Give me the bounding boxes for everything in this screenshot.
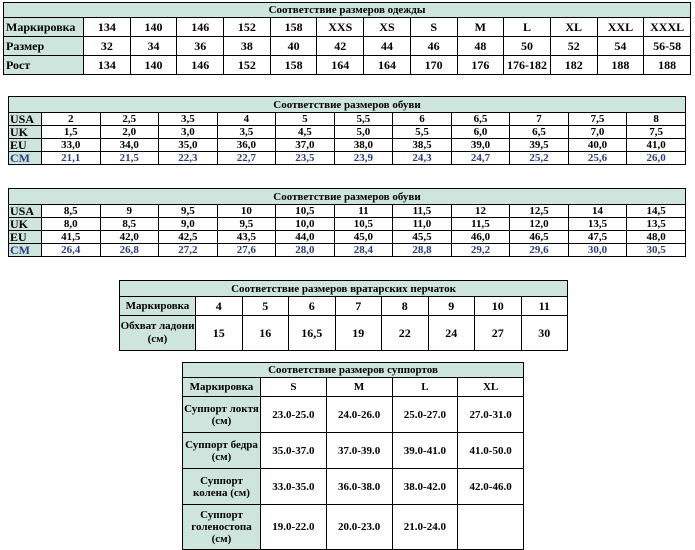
row-label: UK bbox=[9, 126, 42, 139]
cell bbox=[458, 505, 524, 550]
row-label: Маркировка bbox=[120, 297, 196, 316]
cell: 22,7 bbox=[217, 152, 276, 165]
cell: 2 bbox=[42, 113, 101, 126]
row-label: USA bbox=[9, 205, 42, 218]
cell: 50 bbox=[504, 37, 551, 56]
cell: 9 bbox=[428, 297, 475, 316]
cell: 37.0-39.0 bbox=[326, 433, 392, 469]
row-label: Суппорт голеностопа (см) bbox=[183, 505, 261, 550]
cell: 24 bbox=[428, 316, 475, 351]
cell: 39,5 bbox=[510, 139, 569, 152]
row-label: Рост bbox=[4, 56, 84, 75]
cell: 188 bbox=[644, 56, 691, 75]
row-label: Обхват ладони (см) bbox=[120, 316, 196, 351]
cell: 38,0 bbox=[334, 139, 393, 152]
clothing-size-table bbox=[3, 2, 691, 75]
cell: S bbox=[261, 378, 327, 397]
cell: 11,5 bbox=[451, 218, 510, 231]
cell: 19.0-22.0 bbox=[261, 505, 327, 550]
table-row bbox=[183, 378, 524, 397]
table-row bbox=[9, 205, 686, 218]
cell: 46 bbox=[410, 37, 457, 56]
cell: M bbox=[457, 18, 504, 37]
cell: 164 bbox=[317, 56, 364, 75]
cell: XXS bbox=[317, 18, 364, 37]
table-row bbox=[183, 433, 524, 469]
cell: 32 bbox=[84, 37, 131, 56]
cell: 29,2 bbox=[451, 244, 510, 257]
cell: XXXL bbox=[644, 18, 691, 37]
cell: 22,3 bbox=[159, 152, 218, 165]
cell: 25.0-27.0 bbox=[392, 397, 458, 433]
cell: 3,5 bbox=[159, 113, 218, 126]
row-label: EU bbox=[9, 231, 42, 244]
cell: 27 bbox=[475, 316, 522, 351]
cell: 146 bbox=[177, 56, 224, 75]
shoe-table-1-title: Соответствие размеров обуви bbox=[9, 97, 686, 113]
cell: 4 bbox=[196, 297, 243, 316]
cell: 5,5 bbox=[334, 113, 393, 126]
table-row bbox=[183, 397, 524, 433]
cell: 54 bbox=[597, 37, 644, 56]
cell: 134 bbox=[84, 56, 131, 75]
cell: 158 bbox=[270, 18, 317, 37]
cell: 26,0 bbox=[627, 152, 686, 165]
cell: 26,4 bbox=[42, 244, 101, 257]
cell: XL bbox=[458, 378, 524, 397]
clothing-table-title: Соответствие размеров одежды bbox=[4, 3, 691, 18]
cell: 40 bbox=[270, 37, 317, 56]
cell: 10,5 bbox=[276, 205, 335, 218]
cell: 44,0 bbox=[276, 231, 335, 244]
cell: 7 bbox=[510, 113, 569, 126]
cell: 9,5 bbox=[159, 205, 218, 218]
shoe-size-table-1 bbox=[8, 96, 686, 165]
cell: 45,5 bbox=[393, 231, 452, 244]
cell: 28,0 bbox=[276, 244, 335, 257]
cell: 42.0-46.0 bbox=[458, 469, 524, 505]
gloves-size-table bbox=[119, 280, 568, 351]
cell: 8,5 bbox=[100, 218, 159, 231]
cell: XL bbox=[550, 18, 597, 37]
cell: 48,0 bbox=[627, 231, 686, 244]
cell: S bbox=[410, 18, 457, 37]
cell: 2,0 bbox=[100, 126, 159, 139]
cell: 164 bbox=[364, 56, 411, 75]
cell: 19 bbox=[335, 316, 382, 351]
cell: 4,5 bbox=[276, 126, 335, 139]
row-label: Маркировка bbox=[183, 378, 261, 397]
cell: 10,0 bbox=[276, 218, 335, 231]
cell: 7,5 bbox=[568, 113, 627, 126]
cell: 41,5 bbox=[42, 231, 101, 244]
cell: 4 bbox=[217, 113, 276, 126]
cell: 37,0 bbox=[276, 139, 335, 152]
cell: 36 bbox=[177, 37, 224, 56]
cell: 39.0-41.0 bbox=[392, 433, 458, 469]
cell: 46,0 bbox=[451, 231, 510, 244]
cell: 3,5 bbox=[217, 126, 276, 139]
cell: 47,5 bbox=[568, 231, 627, 244]
row-label: CM bbox=[9, 152, 42, 165]
cell: 9 bbox=[100, 205, 159, 218]
cell: 8 bbox=[627, 113, 686, 126]
cell: 13,5 bbox=[568, 218, 627, 231]
cell: 20.0-23.0 bbox=[326, 505, 392, 550]
table-row bbox=[9, 113, 686, 126]
table-row bbox=[9, 152, 686, 165]
cell: 42,0 bbox=[100, 231, 159, 244]
cell: 52 bbox=[550, 37, 597, 56]
cell: 33,0 bbox=[42, 139, 101, 152]
cell: XXL bbox=[597, 18, 644, 37]
cell: 34,0 bbox=[100, 139, 159, 152]
cell: 13,5 bbox=[627, 218, 686, 231]
cell: 26,8 bbox=[100, 244, 159, 257]
cell: 152 bbox=[224, 56, 271, 75]
table-row bbox=[120, 297, 568, 316]
cell: 24,3 bbox=[393, 152, 452, 165]
cell: 11 bbox=[521, 297, 568, 316]
table-row bbox=[9, 139, 686, 152]
cell: M bbox=[326, 378, 392, 397]
cell: 182 bbox=[550, 56, 597, 75]
cell: 15 bbox=[196, 316, 243, 351]
cell: 14,5 bbox=[627, 205, 686, 218]
cell: 170 bbox=[410, 56, 457, 75]
cell: 2,5 bbox=[100, 113, 159, 126]
gloves-table-title: Соответствие размеров вратарских перчаток bbox=[120, 281, 568, 297]
cell: 33.0-35.0 bbox=[261, 469, 327, 505]
cell: 43,5 bbox=[217, 231, 276, 244]
row-label: UK bbox=[9, 218, 42, 231]
cell: 176 bbox=[457, 56, 504, 75]
cell: XS bbox=[364, 18, 411, 37]
cell: 46,5 bbox=[510, 231, 569, 244]
cell: 7,5 bbox=[627, 126, 686, 139]
cell: 21,5 bbox=[100, 152, 159, 165]
cell: 35.0-37.0 bbox=[261, 433, 327, 469]
table-row bbox=[4, 37, 691, 56]
table-row bbox=[4, 56, 691, 75]
cell: 8,5 bbox=[42, 205, 101, 218]
cell: 30,0 bbox=[568, 244, 627, 257]
cell: 152 bbox=[224, 18, 271, 37]
row-label: Суппорт бедра (см) bbox=[183, 433, 261, 469]
cell: 140 bbox=[130, 56, 177, 75]
cell: 11 bbox=[334, 205, 393, 218]
cell: 12 bbox=[451, 205, 510, 218]
cell: 7 bbox=[335, 297, 382, 316]
table-row bbox=[9, 244, 686, 257]
cell: 10 bbox=[475, 297, 522, 316]
shoe-size-table-2 bbox=[8, 188, 686, 257]
cell: 23.0-25.0 bbox=[261, 397, 327, 433]
cell: 5,5 bbox=[393, 126, 452, 139]
row-label: USA bbox=[9, 113, 42, 126]
cell: 21.0-24.0 bbox=[392, 505, 458, 550]
cell: 25,6 bbox=[568, 152, 627, 165]
cell: 14 bbox=[568, 205, 627, 218]
cell: 38.0-42.0 bbox=[392, 469, 458, 505]
cell: 7,0 bbox=[568, 126, 627, 139]
table-row bbox=[9, 231, 686, 244]
cell: 35,0 bbox=[159, 139, 218, 152]
cell: 38,5 bbox=[393, 139, 452, 152]
cell: 1,5 bbox=[42, 126, 101, 139]
cell: 5 bbox=[242, 297, 289, 316]
cell: 24.0-26.0 bbox=[326, 397, 392, 433]
table-row bbox=[183, 469, 524, 505]
row-label: CM bbox=[9, 244, 42, 257]
cell: 5 bbox=[276, 113, 335, 126]
cell: 11,0 bbox=[393, 218, 452, 231]
cell: 41,0 bbox=[627, 139, 686, 152]
row-label: Маркировка bbox=[4, 18, 84, 37]
cell: 176-182 bbox=[504, 56, 551, 75]
shoe-table-2-title: Соответствие размеров обуви bbox=[9, 189, 686, 205]
cell: 22 bbox=[382, 316, 429, 351]
cell: L bbox=[504, 18, 551, 37]
cell: 23,9 bbox=[334, 152, 393, 165]
cell: 8 bbox=[382, 297, 429, 316]
cell: 6,5 bbox=[451, 113, 510, 126]
table-row bbox=[9, 218, 686, 231]
cell: 27.0-31.0 bbox=[458, 397, 524, 433]
cell: 30 bbox=[521, 316, 568, 351]
cell: 146 bbox=[177, 18, 224, 37]
cell: 8,0 bbox=[42, 218, 101, 231]
cell: 5,0 bbox=[334, 126, 393, 139]
cell: 27,2 bbox=[159, 244, 218, 257]
cell: 41.0-50.0 bbox=[458, 433, 524, 469]
cell: 3,0 bbox=[159, 126, 218, 139]
supports-size-table bbox=[182, 362, 524, 550]
cell: 48 bbox=[457, 37, 504, 56]
cell: 27,6 bbox=[217, 244, 276, 257]
table-row bbox=[183, 505, 524, 550]
cell: 9,5 bbox=[217, 218, 276, 231]
row-label: EU bbox=[9, 139, 42, 152]
cell: 6,5 bbox=[510, 126, 569, 139]
cell: 10 bbox=[217, 205, 276, 218]
table-row bbox=[120, 316, 568, 351]
cell: 34 bbox=[130, 37, 177, 56]
cell: 6,0 bbox=[451, 126, 510, 139]
cell: 28,4 bbox=[334, 244, 393, 257]
cell: 25,2 bbox=[510, 152, 569, 165]
cell: 9,0 bbox=[159, 218, 218, 231]
cell: 29,6 bbox=[510, 244, 569, 257]
row-label: Размер bbox=[4, 37, 84, 56]
cell: L bbox=[392, 378, 458, 397]
cell: 16 bbox=[242, 316, 289, 351]
cell: 38 bbox=[224, 37, 271, 56]
cell: 21,1 bbox=[42, 152, 101, 165]
cell: 36,0 bbox=[217, 139, 276, 152]
cell: 12,5 bbox=[510, 205, 569, 218]
cell: 23,5 bbox=[276, 152, 335, 165]
cell: 39,0 bbox=[451, 139, 510, 152]
cell: 28,8 bbox=[393, 244, 452, 257]
cell: 188 bbox=[597, 56, 644, 75]
row-label: Суппорт локтя (см) bbox=[183, 397, 261, 433]
row-label: Суппорт колена (см) bbox=[183, 469, 261, 505]
cell: 12,0 bbox=[510, 218, 569, 231]
cell: 6 bbox=[289, 297, 336, 316]
table-row bbox=[4, 18, 691, 37]
cell: 44 bbox=[364, 37, 411, 56]
cell: 40,0 bbox=[568, 139, 627, 152]
cell: 6 bbox=[393, 113, 452, 126]
cell: 36.0-38.0 bbox=[326, 469, 392, 505]
cell: 10,5 bbox=[334, 218, 393, 231]
cell: 30,5 bbox=[627, 244, 686, 257]
table-row bbox=[9, 126, 686, 139]
cell: 140 bbox=[130, 18, 177, 37]
cell: 11,5 bbox=[393, 205, 452, 218]
cell: 45,0 bbox=[334, 231, 393, 244]
cell: 158 bbox=[270, 56, 317, 75]
cell: 42 bbox=[317, 37, 364, 56]
cell: 24,7 bbox=[451, 152, 510, 165]
cell: 134 bbox=[84, 18, 131, 37]
cell: 42,5 bbox=[159, 231, 218, 244]
supports-table-title: Соответствие размеров суппортов bbox=[183, 363, 524, 378]
cell: 56-58 bbox=[644, 37, 691, 56]
cell: 16,5 bbox=[289, 316, 336, 351]
